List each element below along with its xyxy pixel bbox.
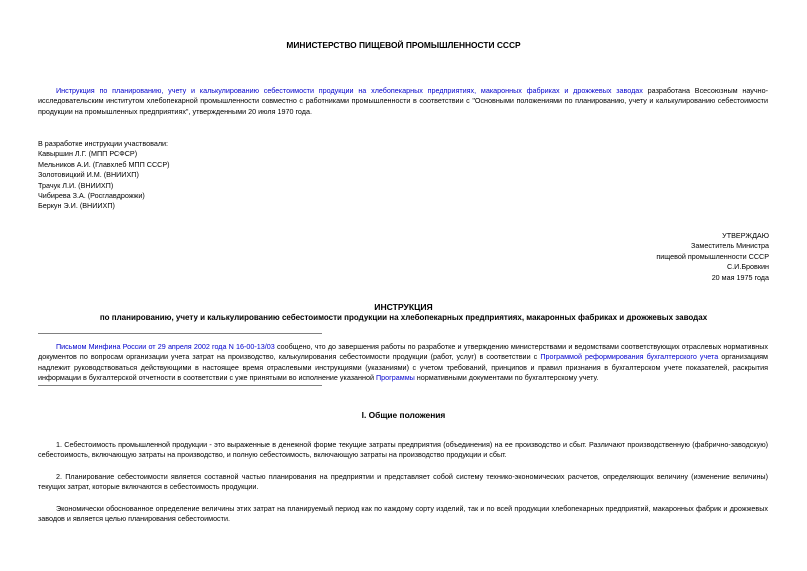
reform-program-link[interactable]: Программой реформирования бухгалтерского учета	[540, 352, 719, 362]
intro-body-text: разработана Всесоюзным научно-исследовательским институтом хлебопекарной промышленности совместно с работниками промышленности в соответствии с "Основными положениями по планированию, учету и калькулированию себестоимости продукции на промышленных предприятиях", утвержденными 20 июля 1970 года.	[38, 86, 768, 116]
note-text: сообщено, что до завершения работы по разработке и утверждению министерствами и ведомствами соответствующих отраслевых нормативных документов по вопросам организации учета затрат на производство, калькулирования себестоимости продукции (работ, услуг) в соответствии с	[38, 342, 768, 362]
participant-item: Золотовицкий И.М. (ВНИИХП)	[38, 170, 139, 180]
note-text: организациям надлежит руководствоваться действующими в настоящее время отраслевыми инструкциями (указаниями) с учетом требований, принципов и правил признания в бухгалтерском учете показателей, раскрытия информации в бухгалтерской отчетности в соответствии с уже принятыми во исполнение указанной	[38, 352, 768, 383]
editorial-note	[38, 342, 768, 384]
intro-paragraph	[38, 86, 768, 117]
participant-item: Трачук Л.И. (ВНИИХП)	[38, 180, 114, 190]
instruction-title: ИНСТРУКЦИЯ	[374, 302, 433, 312]
section-paragraph	[38, 472, 768, 493]
participant-item: Мельников А.И. (Главхлеб МПП СССР)	[38, 159, 170, 169]
note-text: нормативными документами по бухгалтерскому учету.	[414, 373, 599, 383]
approval-line: пищевой промышленности СССР	[656, 251, 769, 261]
participant-item: Кавыршин Л.Г. (МПП РСФСР)	[38, 149, 138, 159]
paragraph-text: Экономически обоснованное определение величины этих затрат на планируемый период как по каждому сорту изделий, так и по всей продукции хлебопекарных предприятий, макаронных фабрик и дрожжевых заводов и является целью планирования себестоимости.	[38, 504, 768, 524]
paragraph-text: 2. Планирование себестоимости является составной частью планирования на предприятии и представляет собой систему технико-экономических расчетов, определяющих величину (изменение величины) текущих затрат, которые включаются в себестоимость продукции.	[38, 472, 768, 492]
paragraph-text: 1. Себестоимость промышленной продукции - это выраженные в денежной форме текущие затраты предприятия (объединения) на ее производство и сбыт. Различают производственную (фабрично-заводскую) себестоимость, включающую затраты на производство, и полную себестоимость, включающую затраты на производство продукции и сбыт.	[38, 440, 768, 460]
participants-heading: В разработке инструкции участвовали:	[38, 139, 169, 148]
section-paragraph	[38, 440, 768, 461]
approval-line: Заместитель Министра	[691, 241, 769, 251]
note-bottom-rule	[38, 385, 322, 386]
instruction-subtitle: по планированию, учету и калькулированию себестоимости продукции на хлебопекарных предприятиях, макаронных фабриках и дрожжевых заводах	[99, 313, 708, 322]
approval-heading: УТВЕРЖДАЮ	[722, 231, 769, 240]
minfin-letter-link[interactable]: Письмом Минфина России от 29 апреля 2002 года N 16-00-13/03	[56, 342, 275, 351]
approval-block	[469, 231, 769, 283]
instruction-title-link[interactable]: Инструкция по планированию, учету и калькулированию себестоимости продукции на хлебопекарных предприятиях, макаронных фабриках и дрожжевых заводах	[56, 86, 643, 95]
ministry-heading: МИНИСТЕРСТВО ПИЩЕВОЙ ПРОМЫШЛЕННОСТИ СССР	[286, 40, 521, 50]
participant-item: Беркун Э.И. (ВНИИХП)	[38, 201, 115, 211]
section-paragraph	[38, 504, 768, 525]
participant-item: Чибирева З.А. (Росглавдрожжи)	[38, 190, 145, 200]
note-top-rule	[38, 333, 322, 334]
participants-block	[38, 139, 338, 212]
program-link[interactable]: Программы	[375, 373, 415, 383]
approval-date: 20 мая 1975 года	[711, 272, 769, 282]
approval-signatory: С.И.Бровкин	[726, 262, 769, 272]
section-heading: I. Общие положения	[361, 410, 446, 420]
